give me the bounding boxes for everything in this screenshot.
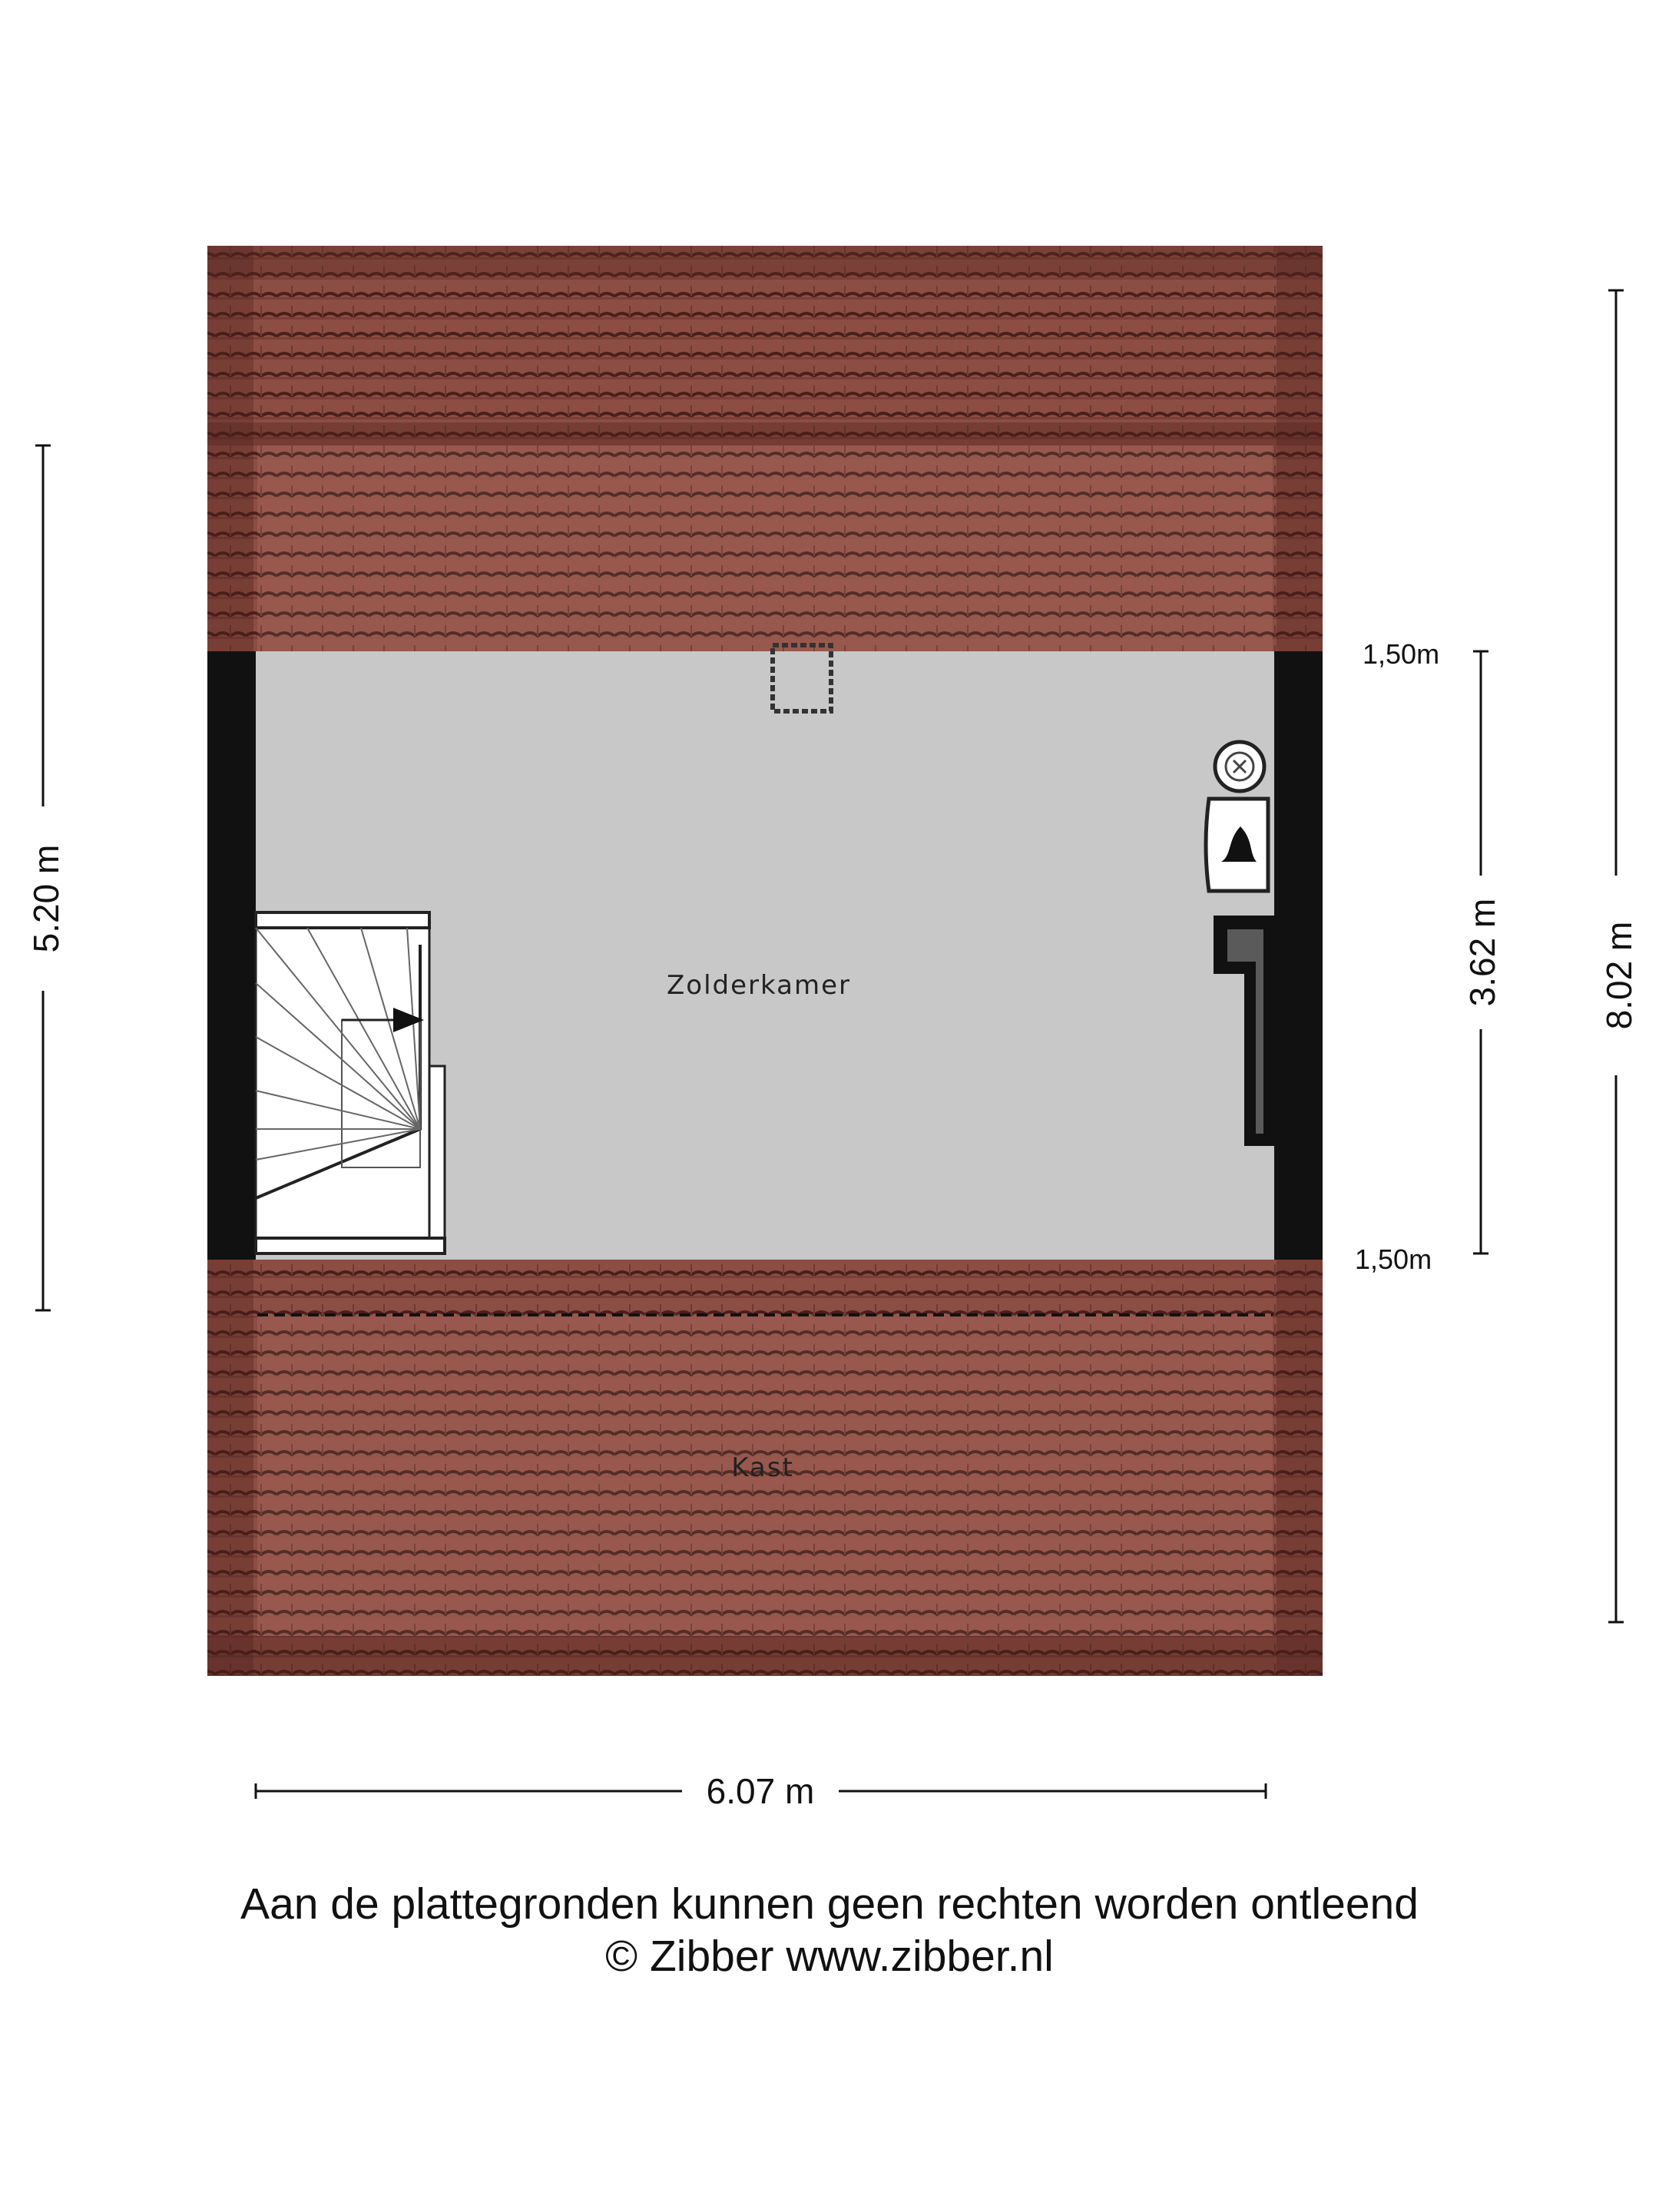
roof-top (207, 246, 1323, 651)
wall-left (207, 651, 256, 1260)
disclaimer-text: Aan de plattegronden kunnen geen rechten worden ontleend (240, 1879, 1419, 1929)
dimension-bottom-label: 6.07 m (706, 1771, 815, 1811)
room-label-zolderkamer: Zolderkamer (667, 970, 851, 1001)
boiler-icon (1215, 742, 1264, 791)
dimension-slope-top: 1,50m (1363, 638, 1440, 670)
dimension-left-label: 5.20 m (26, 844, 66, 953)
dimension-right-total-label: 8.02 m (1599, 921, 1639, 1030)
wall-right (1274, 651, 1323, 1260)
dimension-right-inner-label: 3.62 m (1462, 898, 1502, 1007)
room-label-kast: Kast (731, 1452, 794, 1483)
heater-icon (1206, 799, 1268, 891)
staircase (256, 912, 445, 1253)
copyright-text: © Zibber www.zibber.nl (605, 1932, 1054, 1981)
dimension-slope-bottom: 1,50m (1355, 1243, 1432, 1275)
